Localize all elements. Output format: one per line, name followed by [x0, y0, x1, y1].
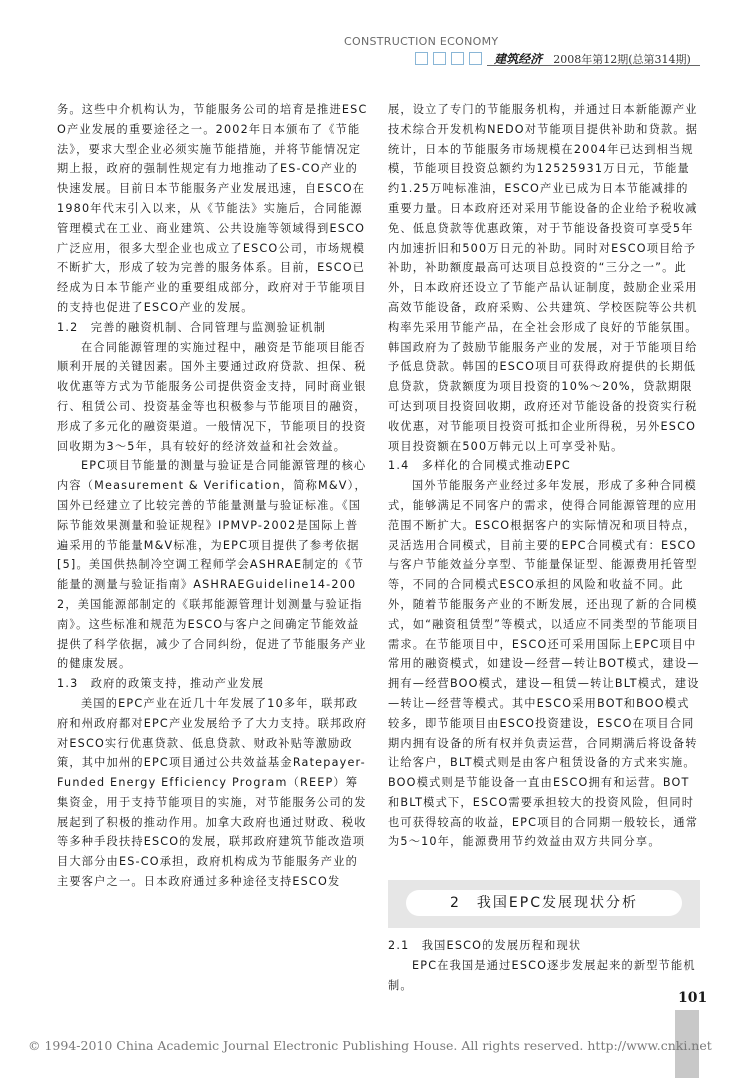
header-square-icon [415, 52, 428, 65]
header-square-icon [451, 52, 464, 65]
section-heading: 2 我国EPC发展现状分析 [406, 890, 682, 916]
right-column [388, 100, 700, 852]
running-header [415, 48, 700, 64]
paragraph: EPC在我国是通过ESCO逐步发展起来的新型节能机制。 [388, 958, 696, 992]
copyright-footer: © 1994-2010 China Academic Journal Electronic Publishing House. All rights reserved. http://www.cnki.net [28, 1038, 712, 1053]
section-heading-bar [388, 880, 700, 928]
subsection-heading: 1.3 政府的政策支持，推动产业发展 [57, 677, 265, 691]
paragraph: EPC项目节能量的测量与验证是合同能源管理的核心内容（Measurement & Verification，简称M&V），国外已经建立了比较完善的节能量测量与验证标准。《国际节能效果测量和验证规程》IPMVP-2002是国际上普遍采用的节能量M&V标准，为EPC项目提供了参考依据[5]。美国供热制冷空调工程师学会ASHRAE制定的《节能量的测量与验证指南》ASHRAEGuideline14-2002，美国能源部制定的《联邦能源管理计划测量与验证指南》。这些标准和规范为ESCO与客户之间确定节能效益提供了科学依据，减少了合同纠纷，促进了节能服务产业的健康发展。 [57, 459, 367, 671]
page-number: 101 [678, 990, 708, 1006]
header-square-icon [469, 52, 482, 65]
issue-info: 2008年第12期(总第314期) [553, 52, 691, 66]
journal-name-cn: 建筑经济 [494, 52, 543, 66]
header-square-icon [433, 52, 446, 65]
paragraph: 美国的EPC产业在近几十年发展了10多年，联邦政府和州政府都对EPC产业发展给予了大力支持。联邦政府对ESCO实行优惠贷款、低息贷款、财政补贴等激励政策，其中加州的EPC项目通过公共效益基金Ratepayer-Funded Energy Efficiency Program（REEP）筹集资金，用于支持节能项目的实施，对节能服务公司的发展起到了积极的推动作用。加拿大政府也通过财政、税收等多种手段扶持ESCO的发展，联邦政府建筑节能改造项目大部分由ES-CO承担，政府机构成为节能服务产业的主要客户之一。日本政府通过多种途径支持ESCO发 [57, 696, 368, 889]
left-column [57, 100, 369, 892]
paragraph: 展，设立了专门的节能服务机构，并通过日本新能源产业技术综合开发机构NEDO对节能项目提供补助和贷款。据统计，日本的节能服务市场规模在2004年已达到相当规模，节能项目投资总额约为12525931万日元，节能量约1.25万吨标准油，ESCO产业已成为日本节能减排的重要力量。日本政府还对采用节能设备的企业给予税收减免、低息贷款等优惠政策，对于节能设备投资可享受5年内加速折旧和500万日元的补助。同时对ESCO项目给予补助，补助额度最高可达项目总投资的“三分之一”。此外，日本政府还设立了节能产品认证制度，鼓励企业采用高效节能设备，政府采购、公共建筑、学校医院等公共机构率先采用节能产品，在全社会形成了良好的节能氛围。韩国政府为了鼓励节能服务产业的发展，对于节能项目给予低息贷款。韩国的ESCO项目可获得政府提供的长期低息贷款，贷款额度为项目投资的10%～20%，贷款期限可达到项目投资回收期，政府还对节能设备的投资实行税收优惠，对节能项目投资可抵扣企业所得税，另外ESCO项目投资额在500万韩元以上可享受补贴。 [388, 103, 699, 453]
paragraph: 在合同能源管理的实施过程中，融资是节能项目能否顺利开展的关键因素。国外主要通过政府贷款、担保、税收优惠等方式为节能服务公司提供资金支持，同时商业银行、租赁公司、投资基金等也积极参与节能项目的融资，形成了多元化的融资渠道。一般情况下，节能项目的投资回收期为3～5年，具有较好的经济效益和社会效益。 [57, 340, 367, 453]
header-rule [487, 65, 700, 66]
right-column-continued [388, 936, 700, 992]
running-header-en: CONSTRUCTION ECONOMY [344, 35, 499, 48]
subsection-heading: 1.2 完善的融资机制、合同管理与监测验证机制 [57, 320, 327, 334]
paragraph: 务。这些中介机构认为，节能服务公司的培育是推进ESCO产业发展的重要途径之一。2002年日本颁布了《节能法》，要求大型企业必须实施节能措施，并将节能情况定期上报，政府的强制性规定有力地推动了ES-CO产业的快速发展。目前日本节能服务产业发展迅速，自ESCO在1980年代末引入以来，从《节能法》实施后，合同能源管理模式在工业、商业建筑、公共设施等领域得到ESCO广泛应用，很多大型企业也成立了ESCO公司，市场规模不断扩大，形成了较为完善的服务体系。目前，ESCO已经成为日本节能产业的重要组成部分，政府对于节能项目的支持也促进了ESCO产业的发展。 [57, 103, 368, 314]
subsection-heading: 1.4 多样化的合同模式推动EPC [388, 459, 571, 473]
paragraph: 国外节能服务产业经过多年发展，形成了多种合同模式，能够满足不同客户的需求，使得合同能源管理的应用范围不断扩大。ESCO根据客户的实际情况和项目特点，灵活选用合同模式，目前主要的EPC合同模式有：ESCO与客户节能效益分享型、节能量保证型、能源费用托管型等，不同的合同模式ESCO承担的风险和收益不同。此外，随着节能服务产业的不断发展，还出现了新的合同模式，如“融资租赁型”等模式，以适应不同类型的节能项目需求。在节能项目中，ESCO还可采用国际上EPC项目中常用的融资模式，如建设—经营—转让BOT模式，建设—拥有—经营BOO模式，建设—租赁—转让BLT模式，建设—转让—经营等模式。其中ESCO采用BOT和BOO模式较多，即节能项目由ESCO投资建设，ESCO在项目合同期内拥有设备的所有权并负责运营，合同期满后将设备转让给客户，BLT模式则是由客户租赁设备的方式来实施。BOO模式则是节能设备一直由ESCO拥有和运营。BOT和BLT模式下，ESCO需要承担较大的投资风险，但同时也可获得较高的收益，EPC项目的合同期一般较长，通常为5～10年，能源费用节约效益由双方共同分享。 [388, 479, 700, 849]
subsection-heading: 2.1 我国ESCO的发展历程和现状 [388, 939, 582, 952]
